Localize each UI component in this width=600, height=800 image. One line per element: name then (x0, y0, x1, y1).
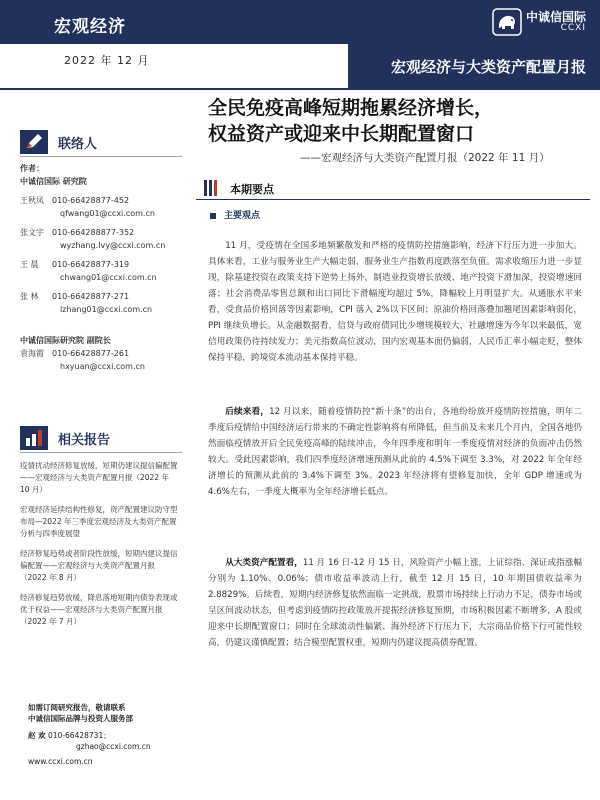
section-label: 宏观经济 (54, 17, 126, 37)
sidebar (0, 90, 182, 800)
related-rule (20, 452, 182, 453)
paragraph-3 (208, 555, 582, 651)
director-label: 中诚信国际研究院 副院长 (20, 336, 111, 345)
related-report-item[interactable]: 经济修复趋势或者阶段性放缓，短期内建议提信偏配置——宏观经济与大类资产配置月报（2022 年 8 月） (20, 549, 178, 582)
related-heading (20, 426, 110, 450)
contact-entry (20, 194, 165, 220)
related-report-item[interactable]: 疫情扰动经济修复放缓，短期仍建议提信偏配置——宏观经济与大类资产配置月报（2022 年 10 月） (20, 461, 178, 494)
contact-email[interactable]: wyzhang.Ivy@ccxi.com.cn (60, 241, 166, 250)
main-view-label: 主要观点 (224, 211, 261, 221)
contact-phone: 010-66428877-271 (52, 292, 130, 301)
contact-phone: 010-66428877-319 (52, 260, 130, 269)
contact-name: 王秋凤 (20, 196, 44, 205)
paragraph-3-lead: 从大类资产配置看， (225, 558, 303, 568)
report-date: 2022 年 12 月 (64, 54, 150, 67)
footer-line-2: 中诚信国际品牌与投资人服务部 (28, 714, 133, 723)
footer-line-1: 如需订阅研究报告，敬请联系 (28, 703, 126, 712)
paragraph-2 (208, 404, 582, 500)
series-title: 宏观经济与大类资产配置月报 (390, 58, 586, 76)
sidebar-footer (28, 702, 151, 767)
series-band (348, 44, 600, 88)
header-band (0, 0, 600, 44)
contact-phone: 010-664288877-352 (52, 228, 135, 237)
square-bullet-icon (210, 213, 216, 219)
contacts-block (20, 162, 165, 373)
contact-entry (20, 226, 165, 252)
contact-name: 张 林 (20, 292, 39, 301)
pencil-icon (20, 130, 48, 154)
contacts-heading-label: 联络人 (58, 136, 98, 152)
related-report-item[interactable]: 宏观经济延续结构性修复，资产配置建议防守型布局—2022 年三季度宏观经济及大类资产配置分析与四季度展望 (20, 505, 178, 538)
bars-icon (204, 180, 222, 196)
page-header (0, 0, 600, 88)
contact-email[interactable]: lzhang01@ccxi.com.cn (60, 305, 153, 314)
director-phone: 010-66428877-261 (52, 349, 130, 358)
title-line-1: 全民免疫高峰短期拖累经济增长， (208, 97, 494, 119)
paragraph-3-text: 11 月 16 日-12 月 15 日，风险资产小幅上涨，上证综指、深证成指涨幅分别为 1.10%、0.06%；债市收益率波动上行，截至 12 月 15 日，10 年期国债收益率为 2.8829%。后续看，短期内经济修复依然面临一定挑战，股票市场持续上行动力不足，债券市场或呈区间波动状态，但考虑到疫情防控政策放开提振经济修复预期，市场积极因素不断增多，A 股或迎来中长期配置窗口；同时在全球流动性偏紧、海外经济下行压力下，大宗商品价格下行可能性较高，仍建议谨慎配置；结合模型配置权重，短期内仍建议提高债券配置。 (208, 558, 582, 648)
report-title (208, 95, 588, 147)
director-email[interactable]: hxyuan@ccxi.com.cn (60, 362, 145, 371)
contact-phone: 010-66428877-452 (52, 196, 130, 205)
contact-name: 张文宇 (20, 228, 44, 237)
key-points-rule (196, 199, 590, 200)
key-points-label: 本期要点 (230, 183, 274, 196)
report-subtitle: ——宏观经济与大类资产配置月报（2022 年 11 月） (300, 152, 550, 164)
paragraph-2-lead: 后续来看， (225, 407, 270, 417)
contact-entry (20, 258, 165, 284)
footer-contact-name: 赵 欢 (28, 731, 46, 740)
related-report-item[interactable]: 经济修复趋势放缓，降息落地短期内债券表现或优于权益——宏观经济与大类资产配置月报（2022 年 7 月） (20, 593, 178, 626)
contact-name: 王 晨 (20, 260, 39, 269)
authors-label: 作者： (20, 164, 44, 173)
elephant-logo-icon (492, 8, 522, 36)
footer-contact-email[interactable]: gzhao@ccxi.com.cn (76, 742, 151, 751)
footer-contact-phone: 010-66428731； (48, 731, 111, 740)
contact-email[interactable]: chwang01@ccxi.com.cn (60, 273, 157, 282)
logo-en: CCXI (560, 22, 586, 33)
ccxi-logo (492, 6, 586, 38)
footer-contact-row (28, 730, 151, 741)
related-heading-label: 相关报告 (58, 432, 111, 448)
org-label: 中诚信国际 研究院 (20, 177, 87, 186)
contact-email[interactable]: qfwang01@ccxi.com.cn (60, 209, 155, 218)
director-row (20, 347, 165, 360)
contacts-heading (20, 130, 97, 154)
title-line-2: 权益资产或迎来中长期配置窗口 (208, 123, 475, 145)
key-points-heading (196, 178, 590, 198)
related-reports-list (20, 460, 180, 636)
contact-entry (20, 290, 165, 316)
director-name: 袁海霞 (20, 349, 44, 358)
bar-chart-icon (20, 426, 48, 450)
main-view-heading (210, 208, 260, 221)
logo-cn: 中诚信国际 (525, 9, 586, 24)
paragraph-1: 11 月，受疫情在全国多地频繁散发和严格的疫情防控措施影响，经济下行压力进一步加大。具体来看，工业与服务业生产大幅走弱，服务业生产指数再度跌落至负值。需求收缩压力进一步显现，除基建投资在政策支持下逆势上扬外，制造业投资增长放缓、地产投资下滑加深，投资增速回落；社会消费品零售总额和出口同比下滑幅度均超过 5%，降幅较上月明显扩大。从通胀水平来看，受食品价格回落等因素影响，CPI 落入 2%以下区间；原油价格回落叠加翘尾因素影响弱化，PPI 继续负增长。从金融数据看，信贷与政府债同比少增规模较大，社融增速为今年以来最低，宽信用政策仍待持续发力；美元指数高位波动，国内宏观基本面仍偏弱，人民币汇率小幅走贬，整体保持平稳，跨境资本流动基本保持平稳。 (208, 241, 582, 363)
footer-website[interactable]: www.ccxi.com.cn (28, 757, 93, 766)
paragraph-2-text: 12 月以来，随着疫情防控“新十条”的出台，各地纷纷放开疫情防控措施，明年二季度后疫情给中国经济运行带来的不确定性影响将有所降低，但当前及未来几个月内，全国各地仍然面临疫情放开后全民免疫高峰的陆续冲击，今年四季度和明年一季度疫情对经济的负面冲击仍然较大。受此因素影响，我们四季度经济增速预测从此前的 4.5%下调至 3.3%，对 2022 年全年经济增长的预测从此前的 3.4%下调至 3%。2023 年经济将有望修复加快，全年 GDP 增速或为 4.6%左右，一季度大概率为全年经济增长低点。 (208, 407, 582, 497)
contacts-rule (20, 156, 182, 157)
